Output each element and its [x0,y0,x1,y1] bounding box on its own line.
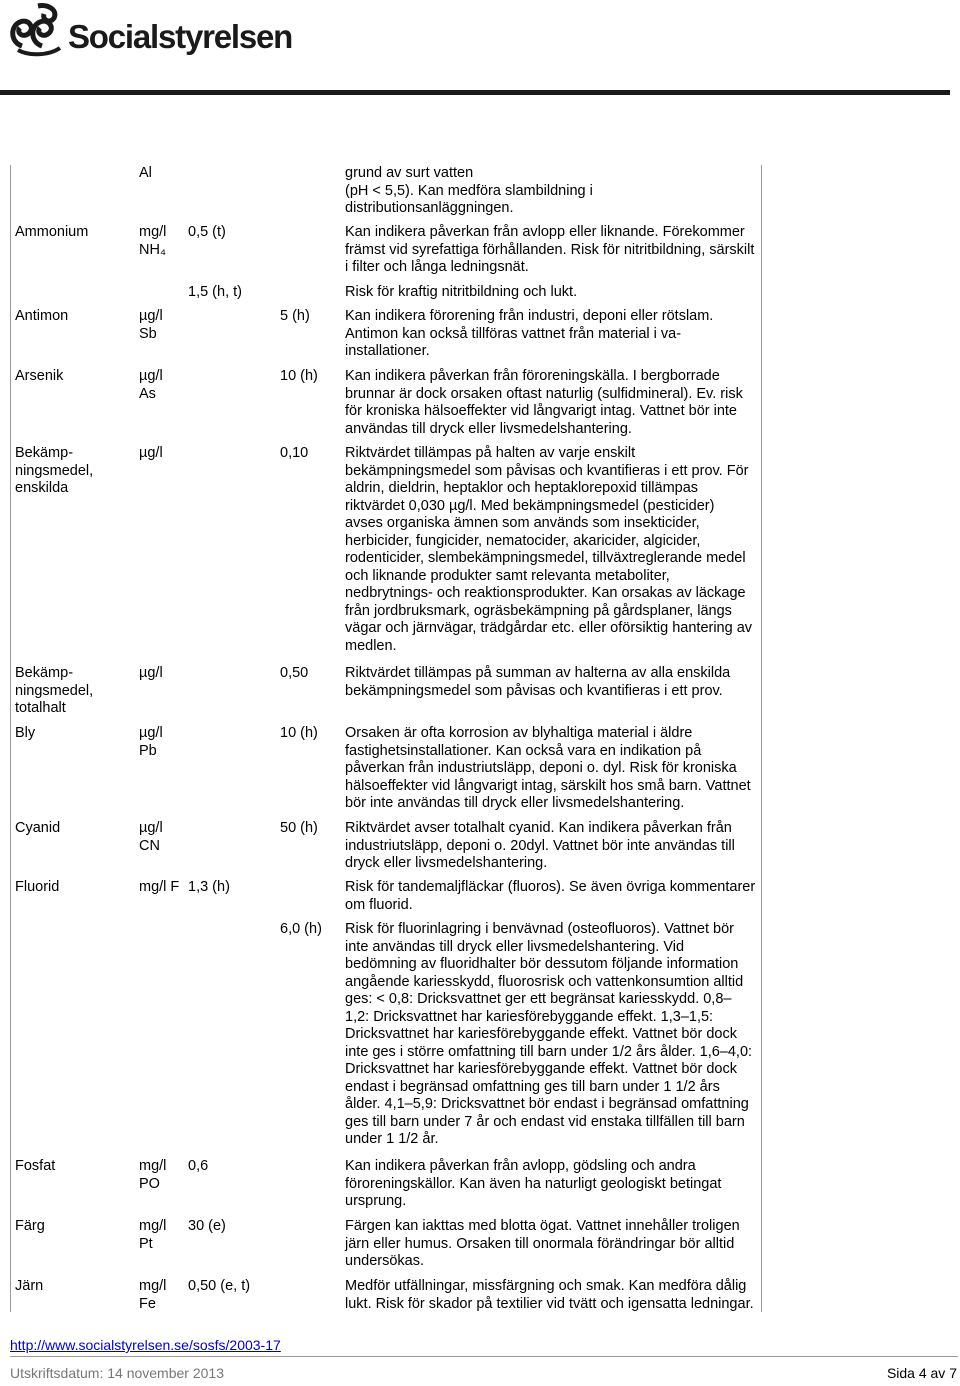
footer-print-date: Utskriftsdatum: 14 november 2013 [10,1365,224,1381]
cell-value-e-t: 1,5 (h, t) [188,284,242,300]
table-border-left [10,165,11,1312]
cell-value-e-t: 30 (e) [188,1218,226,1234]
cell-unit: mg/l PO [139,1158,167,1192]
cell-substance-name: Bekämp- ningsmedel, totalhalt [15,665,94,716]
cell-substance-name: Arsenik [15,368,64,384]
cell-substance-name: Bly [15,725,36,741]
cell-comment: Risk för tandemaljfläckar (fluoros). Se även övriga kommentarer om fluorid. [345,879,756,913]
cell-value-h: 10 (h) [280,725,318,741]
table-border-right [761,165,762,1312]
cell-unit: µg/l [139,445,163,461]
cell-value-h: 0,10 [280,445,309,461]
cell-comment: Färgen kan iakttas med blotta ögat. Vattnet innehåller troligen järn eller humus. Orsaken till onormala förändringar bör alltid undersökas. [345,1218,740,1269]
cell-value-e-t: 0,50 (e, t) [188,1278,251,1294]
cell-comment: Kan indikera påverkan från avlopp, gödsling och andra föroreningskällor. Kan även ha naturligt geologiskt betingat ursprung. [345,1158,722,1209]
cell-substance-name: Bekämp- ningsmedel, enskilda [15,445,94,496]
cell-unit: mg/l Pt [139,1218,167,1252]
cell-comment: Risk för kraftig nitritbildning och lukt. [345,284,578,300]
cell-comment: grund av surt vatten (pH < 5,5). Kan medföra slambildning i distributionsanläggningen. [345,165,593,216]
cell-value-h: 50 (h) [280,820,318,836]
cell-substance-name: Järn [15,1278,44,1294]
cell-unit: µg/l Pb [139,725,163,759]
cell-comment: Riktvärdet avser totalhalt cyanid. Kan indikera påverkan från industriutsläpp, deponi o. 20dyl. Vattnet bör inte användas till dryck eller livsmedelshantering. [345,820,735,871]
cell-unit: µg/l CN [139,820,163,854]
footer-rule [10,1356,958,1357]
cell-value-h: 5 (h) [280,308,310,324]
cell-comment: Riktvärdet tillämpas på summan av halterna av alla enskilda bekämpningsmedel som påvisas och kvantifieras i ett prov. [345,665,731,699]
logo-emblem-icon [8,2,68,58]
footer-source-link[interactable]: http://www.socialstyrelsen.se/sosfs/2003-17 [10,1337,281,1353]
cell-value-e-t: 0,6 [188,1158,209,1174]
cell-value-h: 6,0 (h) [280,921,322,937]
cell-substance-name: Ammonium [15,224,89,240]
cell-unit: µg/l [139,665,163,681]
cell-substance-name: Fluorid [15,879,60,895]
cell-comment: Riktvärdet tillämpas på halten av varje enskilt bekämpningsmedel som påvisas och kvantifieras i ett prov. För aldrin, dieldrin, heptaklor och heptaklorepoxid tillämpas riktvärdet 0,030 µg/l. Med bekämpningsmedel (pesticider) avses organiska ämnen som används som insekticider, herbicider, fungicider, nematocider, akaricider, algicider, rodenticider, slembekämpningsmedel, tillväxtreglerande medel och liknande produkter samt relevanta metaboliter, nedbrytnings- och reaktionsprodukter. Kan orsakas av läckage från jordbruksmark, ogräsbekämpning på gårdsplaner, längs vägar och järnvägar, trädgårdar etc. eller oförsiktig hantering av medlen. [345,445,753,654]
footer-page-number: Sida 4 av 7 [886,1365,957,1381]
cell-comment: Medför utfällningar, missfärgning och smak. Kan medföra dålig lukt. Risk för skador på textilier vid tvätt och igensatta ledningar. [345,1278,754,1312]
logo-text: Socialstyrelsen [68,18,293,55]
cell-substance-name: Antimon [15,308,69,324]
cell-value-e-t: 1,3 (h) [188,879,230,895]
cell-substance-name: Fosfat [15,1158,56,1174]
cell-comment: Kan indikera förorening från industri, deponi eller rötslam. Antimon kan också tillföras vattnet från material i va- installationer. [345,308,714,359]
cell-unit: Al [139,165,152,181]
cell-comment: Kan indikera påverkan från föroreningskälla. I bergborrade brunnar är dock orsaken oftast naturlig (sulfidmineral). Ev. risk för kroniska hälsoeffekter vid långvarigt intag. Vattnet bör inte användas till dryck eller livsmedelshantering. [345,368,743,437]
cell-unit: mg/l Fe [139,1278,167,1312]
cell-value-e-t: 0,5 (t) [188,224,226,240]
cell-value-h: 10 (h) [280,368,318,384]
cell-unit: mg/l NH₄ [139,224,167,258]
header-rule [0,90,950,95]
cell-substance-name: Färg [15,1218,45,1234]
cell-unit: µg/l Sb [139,308,163,342]
socialstyrelsen-logo [8,2,293,62]
cell-comment: Orsaken är ofta korrosion av blyhaltiga material i äldre fastighetsinstallationer. Kan också vara en indikation på påverkan från industriutsläpp, deponi o. dyl. Risk för kroniska hälsoeffekter vid långvarigt intag, särskilt hos små barn. Vattnet bör inte användas till dryck eller livsmedelshantering. [345,725,751,811]
cell-comment: Risk för fluorinlagring i benvävnad (osteofluoros). Vattnet bör inte användas till dryck eller livsmedelshantering. Vid bedömning av fluoridhalter bör dessutom följande information angående kariesskydd, fluorosrisk och vattenkonsumtion alltid ges: < 0,8: Dricksvattnet ger ett begränsat kariesskydd. 0,8– 1,2: Dricksvattnet har kariesförebyggande effekt. 1,3–1,5: Dricksvattnet har kariesförebyggande effekt. Vattnet bör dock inte ges i större omfattning till barn under 1/2 års ålder. 1,6–4,0: Dricksvattnet har kariesförebyggande effekt. Vattnet bör dock endast i begränsad omfattning ges till barn under 1 1/2 års ålder. 4,1–5,9: Dricksvattnet bör endast i begränsad omfattning ges till barn under 7 år och endast vid enstaka tillfällen till barn under 1 1/2 år. [345,921,753,1147]
cell-unit: mg/l F [139,879,180,895]
cell-substance-name: Cyanid [15,820,61,836]
cell-unit: µg/l As [139,368,163,402]
cell-value-h: 0,50 [280,665,309,681]
cell-comment: Kan indikera påverkan från avlopp eller liknande. Förekommer främst vid syrefattiga förhållanden. Risk för nitritbildning, särskilt i filter och långa ledningsnät. [345,224,755,275]
